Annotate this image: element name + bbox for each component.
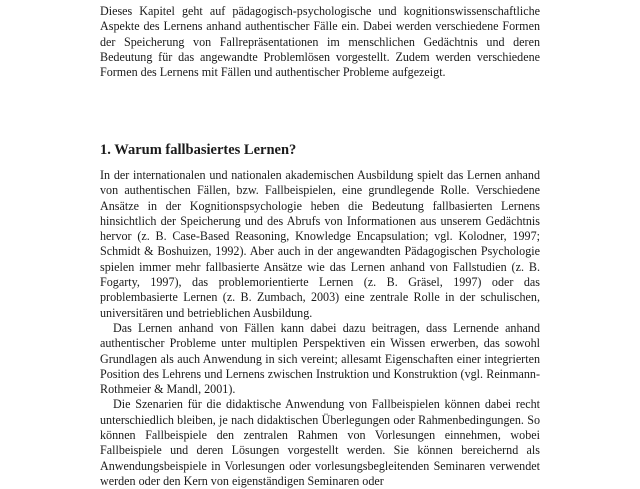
body-paragraph-3: Die Szenarien für die didaktische Anwendung von Fallbeispielen können dabei recht unterschiedlich bleiben, je nach didaktischen Überlegungen oder Rahmenbedingungen. So können Fallbeispiele den zentralen Rahmen von Vorlesungen einnehmen, wobei Fallbeispiele und deren Lösungen vorgestellt werden. Sie können bereichernd als Anwendungsbeispiele in Vorlesungen oder vorlesungsbegleitenden Seminaren verwendet werden oder den Kern von eigenständigen Seminaren oder [100,397,540,488]
body-paragraph-2: Das Lernen anhand von Fällen kann dabei dazu beitragen, dass Lernende anhand authentischer Probleme unter multiplen Perspektiven ein Wissen erwerben, das sowohl Grundlagen als auch Anwendung in sich vereint; allesamt Eigenschaften einer integrierten Position des Lehrens und Lernens zwischen Instruktion und Konstruktion (vgl. Reinmann-Rothmeier & Mandl, 2001). [100,320,540,397]
section-heading: 1. Warum fallbasiertes Lernen? [100,142,297,158]
section-body [100,168,540,489]
chapter-abstract: Dieses Kapitel geht auf pädagogisch-psychologische und kognitionswissenschaftliche Aspekte des Lernens anhand authentischer Fälle ein. Dabei werden verschiedene Formen der Speicherung von Fallrepräsentationen im menschlichen Gedächtnis und deren Bedeutung für das angewandte Problemlösen vorgestellt. Zudem werden verschiedene Formen des Lernens mit Fällen und authentischer Probleme aufgezeigt. [100,4,540,80]
body-paragraph-1: In der internationalen und nationalen akademischen Ausbildung spielt das Lernen anhand von authentischen Fällen, bzw. Fallbeispielen, eine grundlegende Rolle. Verschiedene Ansätze in der Kognitionspsychologie heben die Bedeutung fallbasierten Lernens hinsichtlich der Speicherung und des Abrufs von Informationen aus unserem Gedächtnis hervor (z. B. Case-Based Reasoning, Knowledge Encapsulation; vgl. Kolodner, 1997; Schmidt & Boshuizen, 1992). Aber auch in der angewandten Pädagogischen Psychologie spielen immer mehr fallbasierte Ansätze wie das Lernen anhand von Fallstudien (z. B. Fogarty, 1997), das problemorientierte Lernen (z. B. Gräsel, 1997) oder das problembasierte Lernen (z. B. Zumbach, 2003) eine zentrale Rolle in der schulischen, universitären und betrieblichen Ausbildung. [100,168,540,320]
